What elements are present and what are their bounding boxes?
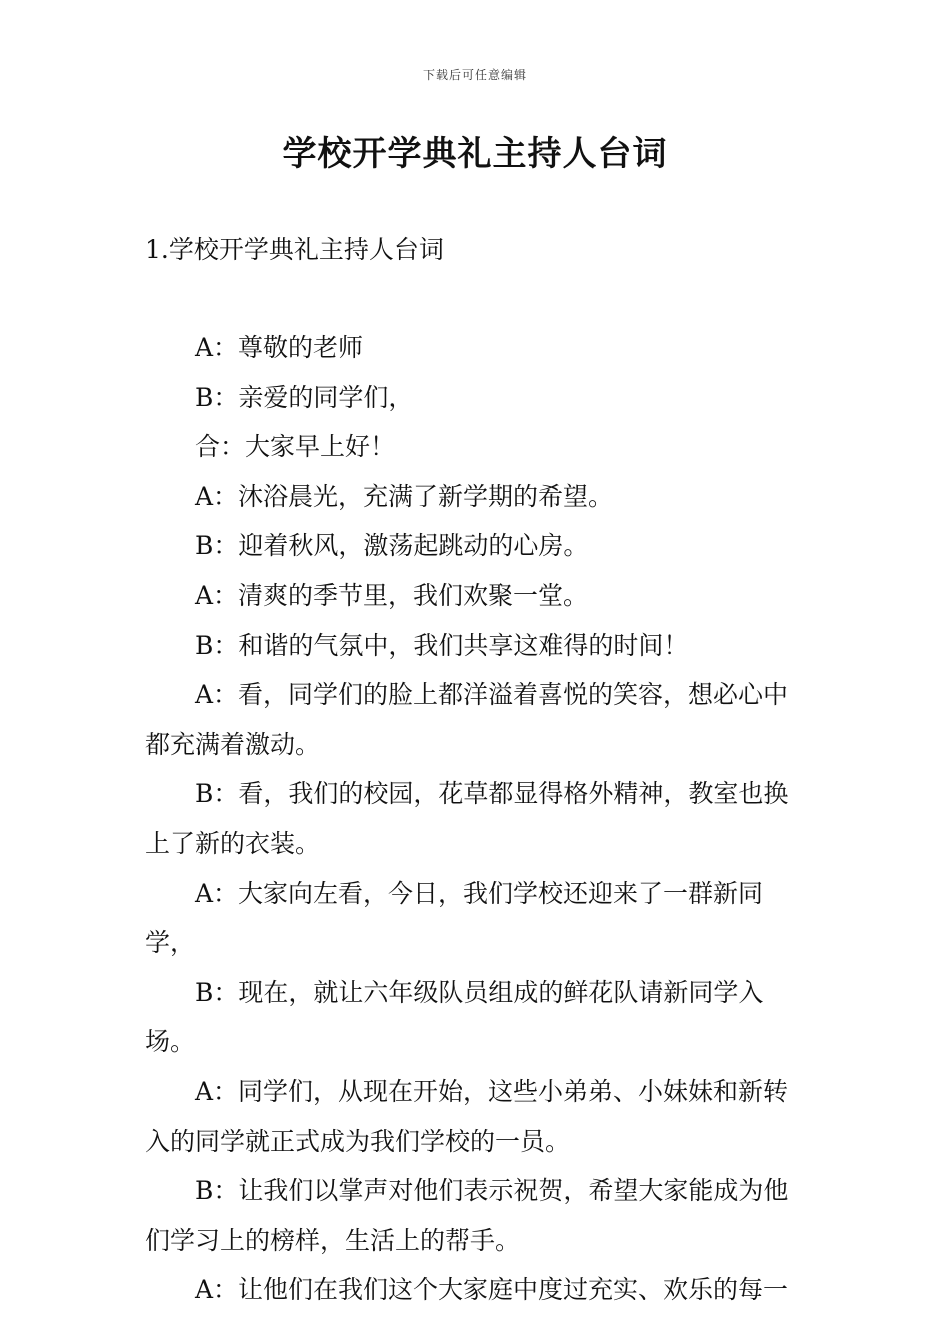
document-title: 学校开学典礼主持人台词 (282, 134, 668, 174)
script-line: A：尊敬的老师 (195, 333, 364, 362)
script-line: A：同学们，从现在开始，这些小弟弟、小妹妹和新转入的同学就正式成为我们学校的一员。 (145, 1076, 789, 1156)
script-line: B：亲爱的同学们， (195, 382, 414, 412)
script-line: A：大家向左看，今日，我们学校还迎来了一群新同学， (145, 878, 764, 958)
script-line: B：迎着秋风，激荡起跳动的心房。 (195, 531, 589, 561)
script-body (145, 323, 810, 1315)
section-heading: 1.学校开学典礼主持人台词 (145, 235, 444, 264)
script-line: A：让他们在我们这个大家庭中度过充实、欢乐的每一 (195, 1275, 789, 1305)
script-line: A：看，同学们的脸上都洋溢着喜悦的笑容，想必心中都充满着激动。 (145, 680, 789, 759)
script-line: A：清爽的季节里，我们欢聚一堂。 (195, 580, 589, 610)
header-note: 下载后可任意编辑 (422, 68, 527, 82)
script-line: A：沐浴晨光，充满了新学期的希望。 (195, 481, 614, 511)
script-line: 合：大家早上好！ (195, 432, 396, 462)
script-line: B：现在，就让六年级队员组成的鲜花队请新同学入场。 (145, 977, 764, 1057)
script-line: B：和谐的气氛中，我们共享这难得的时间！ (195, 630, 689, 660)
script-line: B：让我们以掌声对他们表示祝贺，希望大家能成为他们学习上的榜样，生活上的帮手。 (145, 1176, 789, 1255)
script-line: B：看，我们的校园，花草都显得格外精神，教室也换上了新的衣装。 (145, 779, 789, 858)
